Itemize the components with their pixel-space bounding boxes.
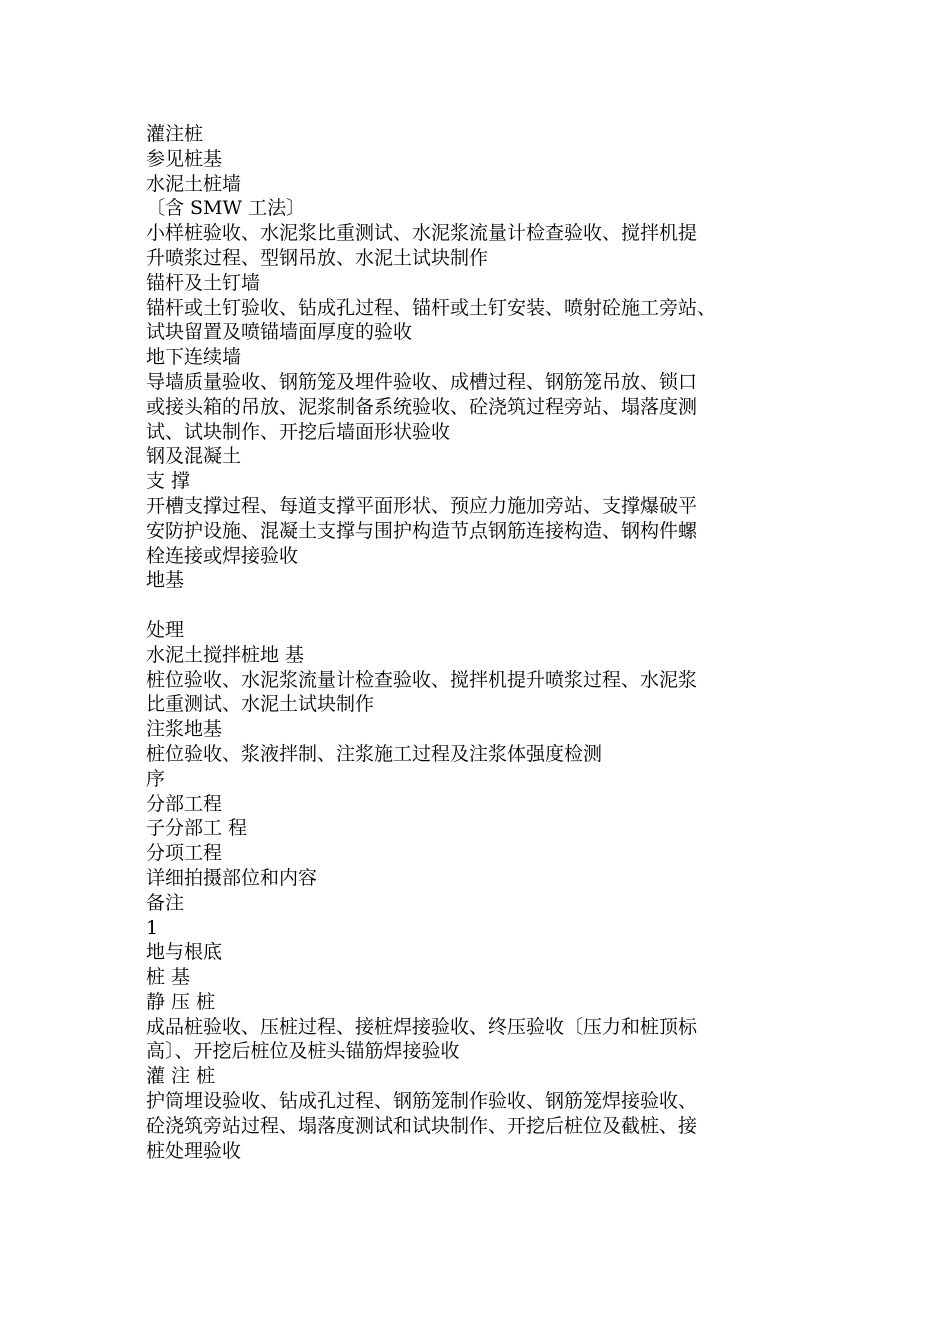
text-line: 参见桩基 <box>146 147 223 170</box>
text-line: 地与根底 <box>146 941 223 964</box>
text-line: 锚杆或土钉验收、钻成孔过程、锚杆或土钉安装、喷射砼施工旁站、 <box>146 296 717 319</box>
text-line: 比重测试、水泥土试块制作 <box>146 693 375 716</box>
text-line: 砼浇筑旁站过程、塌落度测试和试块制作、开挖后桩位及截桩、接 <box>146 1114 698 1137</box>
text-line: 桩位验收、水泥浆流量计检查验收、搅拌机提升喷浆过程、水泥浆 <box>146 668 698 691</box>
text-line: 试块留置及喷锚墙面厚度的验收 <box>146 321 413 344</box>
document-body <box>146 122 846 1163</box>
text-line: 导墙质量验收、钢筋笼及埋件验收、成槽过程、钢筋笼吊放、锁口 <box>146 370 698 393</box>
text-line: 〔含 SMW 工法〕 <box>146 197 306 220</box>
text-line: 钢及混凝土 <box>146 445 242 468</box>
text-line: 子分部工 程 <box>146 817 248 840</box>
text-line: 支 撑 <box>146 470 191 493</box>
text-line: 成品桩验收、压桩过程、接桩焊接验收、终压验收〔压力和桩顶标 <box>146 1015 698 1038</box>
text-line: 水泥土搅拌桩地 基 <box>146 643 305 666</box>
text-line: 处理 <box>146 618 185 641</box>
text-line: 试、试块制作、开挖后墙面形状验收 <box>146 420 451 443</box>
text-line: 高〕、开挖后桩位及桩头锚筋焊接验收 <box>146 1040 460 1063</box>
text-line: 护筒埋设验收、钻成孔过程、钢筋笼制作验收、钢筋笼焊接验收、 <box>146 1090 698 1113</box>
text-line: 栓连接或焊接验收 <box>146 544 299 567</box>
text-line: 灌 注 桩 <box>146 1065 216 1088</box>
text-line: 序 <box>146 767 166 790</box>
text-line: 分项工程 <box>146 842 223 865</box>
text-line: 桩 基 <box>146 966 191 989</box>
blank-line <box>146 593 846 618</box>
text-line: 水泥土桩墙 <box>146 172 242 195</box>
text-line: 详细拍摄部位和内容 <box>146 866 318 889</box>
text-line: 地基 <box>146 569 185 592</box>
text-line: 安防护设施、混凝土支撑与围护构造节点钢筋连接构造、钢构件螺 <box>146 519 698 542</box>
text-line: 注浆地基 <box>146 718 223 741</box>
text-line: 1 <box>146 916 159 939</box>
text-line: 开槽支撑过程、每道支撑平面形状、预应力施加旁站、支撑爆破平 <box>146 494 698 517</box>
text-line: 灌注桩 <box>146 123 204 145</box>
text-line: 备注 <box>146 891 185 914</box>
text-line: 静 压 桩 <box>146 990 216 1013</box>
text-line: 锚杆及土钉墙 <box>146 271 261 294</box>
text-line: 小样桩验收、水泥浆比重测试、水泥浆流量计检查验收、搅拌机提 <box>146 222 698 245</box>
text-line: 地下连续墙 <box>146 346 242 369</box>
text-line: 桩位验收、浆液拌制、注浆施工过程及注浆体强度检测 <box>146 742 603 765</box>
text-line: 或接头箱的吊放、泥浆制备系统验收、砼浇筑过程旁站、塌落度测 <box>146 395 698 418</box>
text-line: 桩处理验收 <box>146 1139 242 1162</box>
text-line: 升喷浆过程、型钢吊放、水泥土试块制作 <box>146 246 489 269</box>
text-line: 分部工程 <box>146 792 223 815</box>
